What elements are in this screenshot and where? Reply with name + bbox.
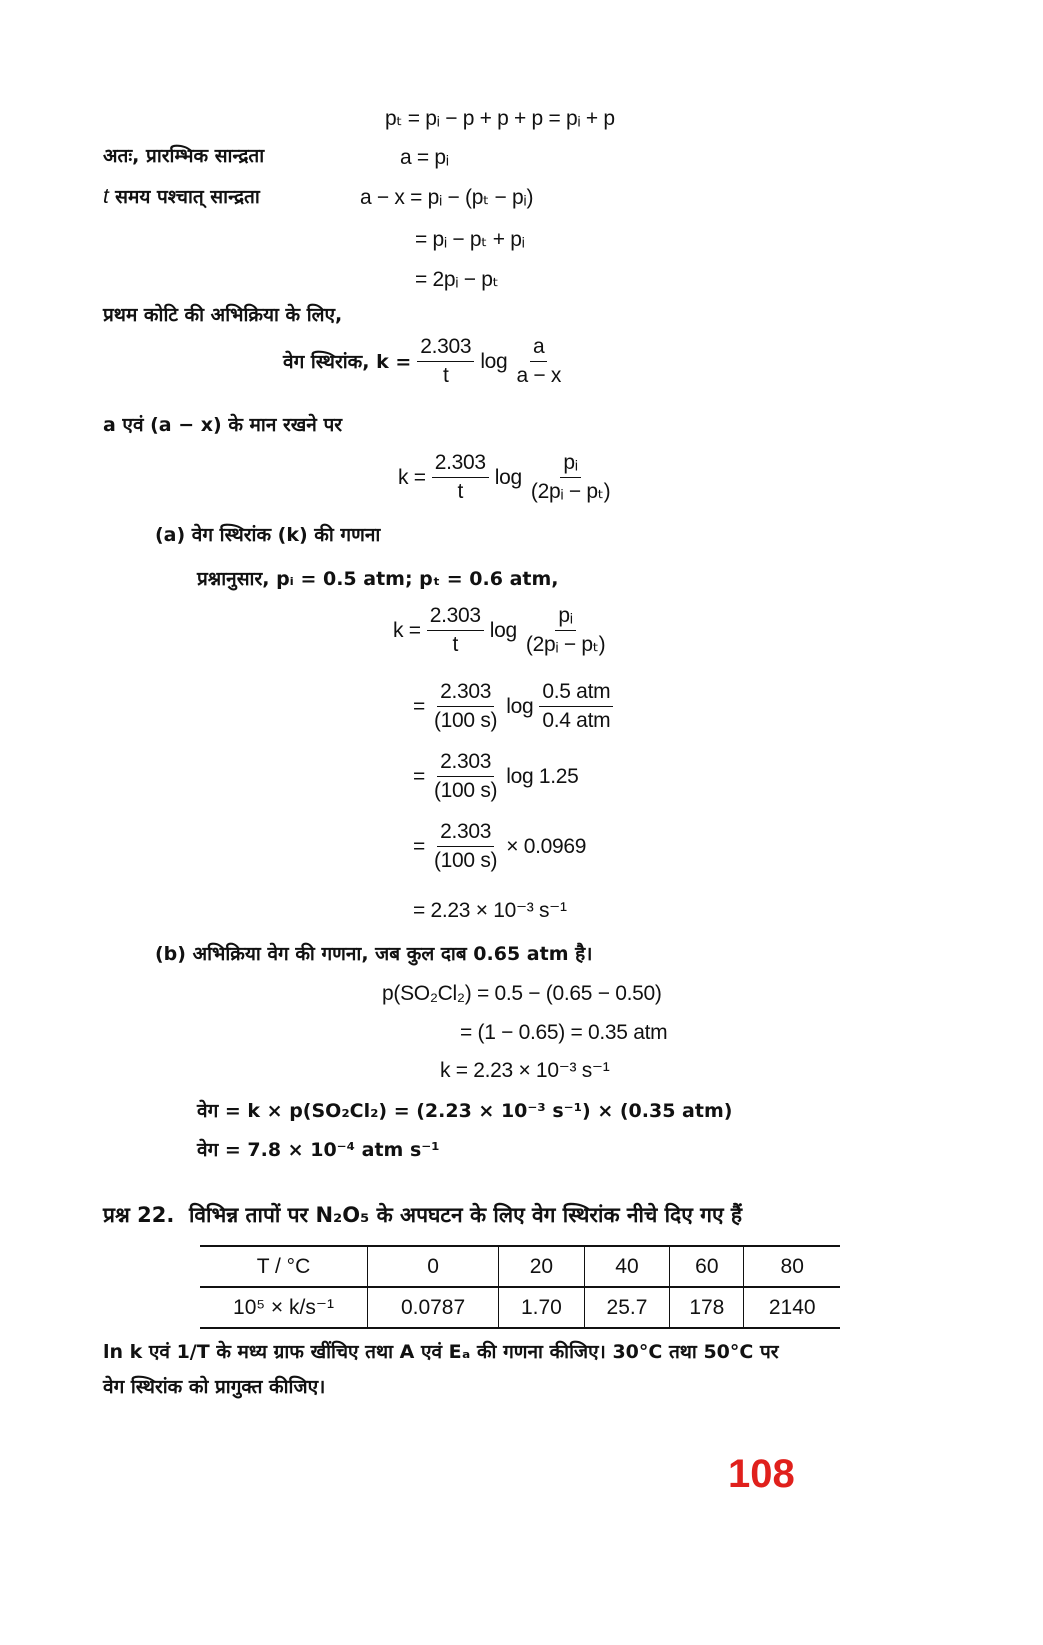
- rate-constant-formula: [283, 333, 564, 390]
- denominator: t: [457, 480, 463, 503]
- equation-step: = 2pᵢ − pₜ: [415, 268, 499, 291]
- equation-a: a = pᵢ: [400, 146, 449, 169]
- question-number: प्रश्न 22.: [103, 1203, 175, 1227]
- calc-step-2: [413, 678, 613, 735]
- fraction: [417, 333, 474, 390]
- t-symbol: t: [103, 185, 109, 208]
- numerator: 2.303: [427, 602, 484, 631]
- fraction: [431, 678, 500, 735]
- equation-total-pressure: pₜ = pᵢ − p + p + p = pᵢ + p: [385, 107, 615, 130]
- part-a-heading: (a) वेग स्थिरांक (k) की गणना: [155, 524, 381, 546]
- log-value: log 1.25: [506, 764, 579, 788]
- log-text: log: [506, 694, 534, 718]
- log-text: log: [489, 618, 517, 642]
- k-value: k = 2.23 × 10⁻³ s⁻¹: [440, 1059, 610, 1082]
- k-equals: k =: [398, 465, 426, 489]
- denominator: 0.4 atm: [542, 709, 611, 732]
- instruction-line-2: वेग स्थिरांक को प्रागुक्त कीजिए।: [103, 1376, 326, 1398]
- denominator: t: [443, 364, 449, 387]
- table-cell: 178: [670, 1287, 744, 1328]
- rate-equation: वेग = k × p(SO₂Cl₂) = (2.23 × 10⁻³ s⁻¹) × (0.35 atm): [197, 1100, 733, 1122]
- fraction: [523, 602, 608, 659]
- table-row: [200, 1246, 840, 1287]
- question-22: [103, 1202, 742, 1228]
- denominator: a − x: [516, 364, 562, 387]
- fraction: [427, 602, 484, 659]
- label-text: समय पश्चात् सान्द्रता: [115, 186, 260, 208]
- table-cell: 20: [499, 1246, 585, 1287]
- rate-constant-result: = 2.23 × 10⁻³ s⁻¹: [413, 899, 567, 922]
- log-text: log: [480, 349, 508, 373]
- k-equals: k =: [393, 618, 421, 642]
- table-cell: 1.70: [499, 1287, 585, 1328]
- label-concentration-after-t: [103, 184, 260, 210]
- table-cell: 0: [368, 1246, 499, 1287]
- calc-step-3: [413, 748, 579, 805]
- equals: =: [413, 694, 425, 718]
- label-initial-concentration: अतः, प्रारम्भिक सान्द्रता: [103, 145, 265, 167]
- fraction: [539, 678, 613, 735]
- numerator: pᵢ: [555, 602, 575, 631]
- numerator: a: [530, 333, 547, 362]
- multiplier: × 0.0969: [506, 834, 587, 858]
- table-cell: 40: [584, 1246, 670, 1287]
- calc-step-1: [393, 602, 608, 659]
- numerator: 0.5 atm: [539, 678, 613, 707]
- numerator: 2.303: [437, 818, 494, 847]
- fraction: [432, 449, 489, 506]
- partial-pressure-eq: p(SO₂Cl₂) = 0.5 − (0.65 − 0.50): [382, 982, 662, 1005]
- denominator: (100 s): [433, 849, 498, 872]
- numerator: 2.303: [417, 333, 474, 362]
- table-cell: 25.7: [584, 1287, 670, 1328]
- question-text: विभिन्न तापों पर N₂O₅ के अपघटन के लिए वेग स्थिरांक नीचे दिए गए हैं: [188, 1203, 743, 1227]
- rate-result: वेग = 7.8 × 10⁻⁴ atm s⁻¹: [197, 1139, 440, 1161]
- fraction: [431, 748, 500, 805]
- instruction-line-1: ln k एवं 1/T के मध्य ग्राफ खींचिए तथा A एवं Eₐ की गणना कीजिए। 30°C तथा 50°C पर: [103, 1341, 779, 1363]
- part-a-given: प्रश्नानुसार, pᵢ = 0.5 atm; pₜ = 0.6 atm,: [197, 568, 559, 590]
- denominator: t: [452, 633, 458, 656]
- part-b-heading: (b) अभिक्रिया वेग की गणना, जब कुल दाब 0.65 atm है।: [155, 943, 593, 965]
- log-text: log: [494, 465, 522, 489]
- fraction: [513, 333, 564, 390]
- rate-constant-pressure-formula: [398, 449, 613, 506]
- partial-pressure-result: = (1 − 0.65) = 0.35 atm: [460, 1021, 668, 1044]
- table-cell: 2140: [744, 1287, 840, 1328]
- first-order-heading: प्रथम कोटि की अभिक्रिया के लिए,: [103, 304, 343, 326]
- denominator: (2pᵢ − pₜ): [525, 633, 606, 656]
- table-cell: 10⁵ × k/s⁻¹: [200, 1287, 368, 1328]
- numerator: pᵢ: [560, 449, 580, 478]
- calc-step-4: [413, 818, 586, 875]
- numerator: 2.303: [437, 678, 494, 707]
- fraction: [528, 449, 613, 506]
- rate-constant-table: [200, 1245, 840, 1329]
- equation-a-minus-x: a − x = pᵢ − (pₜ − pᵢ): [360, 186, 534, 209]
- equals: =: [413, 764, 425, 788]
- fraction: [431, 818, 500, 875]
- denominator: (2pᵢ − pₜ): [530, 480, 611, 503]
- table-cell: T / °C: [200, 1246, 368, 1287]
- equation-step: = pᵢ − pₜ + pᵢ: [415, 228, 525, 251]
- equals: =: [413, 834, 425, 858]
- table-cell: 80: [744, 1246, 840, 1287]
- denominator: (100 s): [433, 709, 498, 732]
- table-row: [200, 1287, 840, 1328]
- formula-label: वेग स्थिरांक, k =: [283, 350, 412, 373]
- numerator: 2.303: [432, 449, 489, 478]
- page-number: 108: [728, 1452, 795, 1496]
- numerator: 2.303: [437, 748, 494, 777]
- substitution-text: a एवं (a − x) के मान रखने पर: [103, 414, 343, 436]
- table-cell: 0.0787: [368, 1287, 499, 1328]
- denominator: (100 s): [433, 779, 498, 802]
- table-cell: 60: [670, 1246, 744, 1287]
